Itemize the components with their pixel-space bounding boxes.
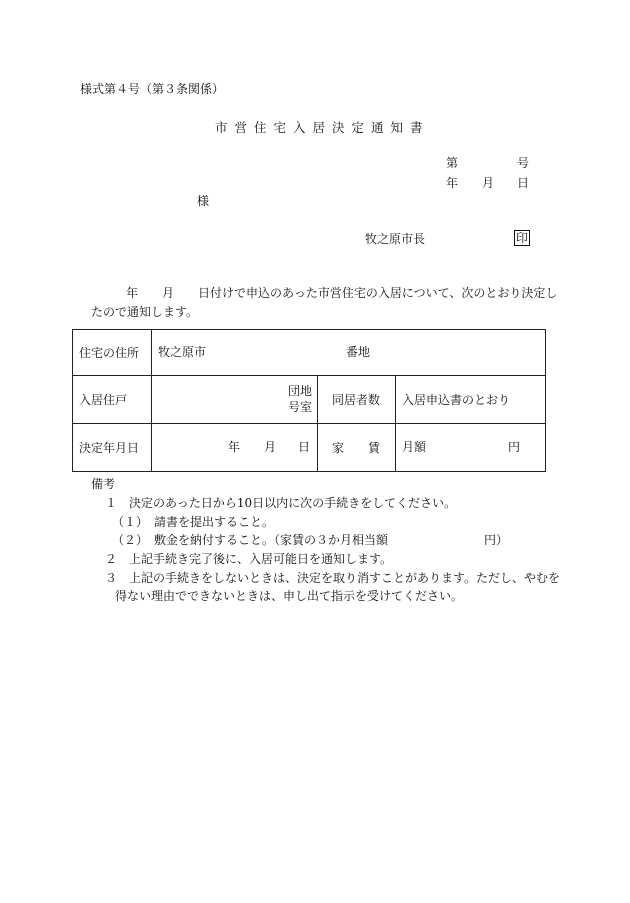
- note-item-1-sub-2: （２） 敷金を納付すること。（家賃の３か月相当額: [112, 533, 389, 547]
- table-row: [73, 424, 546, 472]
- address-value-cell: [152, 330, 546, 376]
- decision-month: 月: [264, 440, 277, 454]
- rent-value-cell: [396, 424, 546, 472]
- note-item-1-sub-1: （１） 請書を提出すること。: [112, 515, 275, 529]
- page-title: 市営住宅入居決定通知書: [215, 120, 430, 135]
- address-label: 住宅の住所: [79, 346, 140, 360]
- unit-value-cell: [152, 376, 318, 424]
- seal-mark: 印: [516, 231, 529, 245]
- table-row: [73, 330, 546, 376]
- table-row: [73, 376, 546, 424]
- body-text-line2: たので通知します。: [91, 305, 199, 319]
- decision-year: 年: [228, 440, 241, 454]
- rent-label: 家 賃: [332, 441, 381, 455]
- decision-table: [72, 329, 546, 472]
- note-item-3-line2: 得ない理由でできないときは、申し出て指示を受けてください。: [115, 589, 464, 603]
- note-item-1: １ 決定のあった日から10日以内に次の手続きをしてください。: [105, 496, 457, 510]
- decision-day: 日: [298, 440, 311, 454]
- issue-year: 年: [446, 176, 459, 190]
- issue-number-prefix: 第: [446, 156, 459, 170]
- issue-month: 月: [482, 176, 495, 190]
- note-item-1-sub-2-yen: 円）: [484, 533, 509, 547]
- body-text-line1: 年 月 日付けで申込のあった市営住宅の入居について、次のとおり決定し: [126, 286, 558, 300]
- cohabitants-value: 入居申込書のとおり: [402, 393, 511, 407]
- decision-date-label: 決定年月日: [79, 441, 140, 455]
- address-label-cell: [73, 330, 152, 376]
- address-banchi: 番地: [346, 345, 371, 359]
- issue-number-suffix: 号: [517, 156, 530, 170]
- recipient-suffix: 様: [197, 194, 210, 208]
- cohabitants-label-cell: [318, 376, 396, 424]
- rent-monthly-label: 月額: [402, 440, 427, 454]
- danchi-label: 団地: [288, 384, 313, 398]
- form-number: 様式第４号（第３条関係）: [80, 82, 225, 96]
- cohabitants-value-cell: [396, 376, 546, 424]
- issuer-name: 牧之原市長: [365, 232, 426, 246]
- goshitsu-label: 号室: [288, 400, 313, 414]
- address-city: 牧之原市: [158, 345, 207, 359]
- decision-date-value-cell: [152, 424, 318, 472]
- decision-date-label-cell: [73, 424, 152, 472]
- note-item-3-line1: ３ 上記の手続きをしないときは、決定を取り消すことがあります。ただし、やむを: [105, 571, 561, 585]
- cohabitants-label: 同居者数: [332, 393, 381, 407]
- note-item-2: ２ 上記手続き完了後に、入居可能日を通知します。: [105, 552, 393, 566]
- issue-day: 日: [517, 176, 530, 190]
- unit-label: 入居住戸: [79, 393, 128, 407]
- rent-label-cell: [318, 424, 396, 472]
- notes-heading: 備考: [91, 477, 116, 491]
- unit-label-cell: [73, 376, 152, 424]
- rent-yen-label: 円: [508, 440, 521, 454]
